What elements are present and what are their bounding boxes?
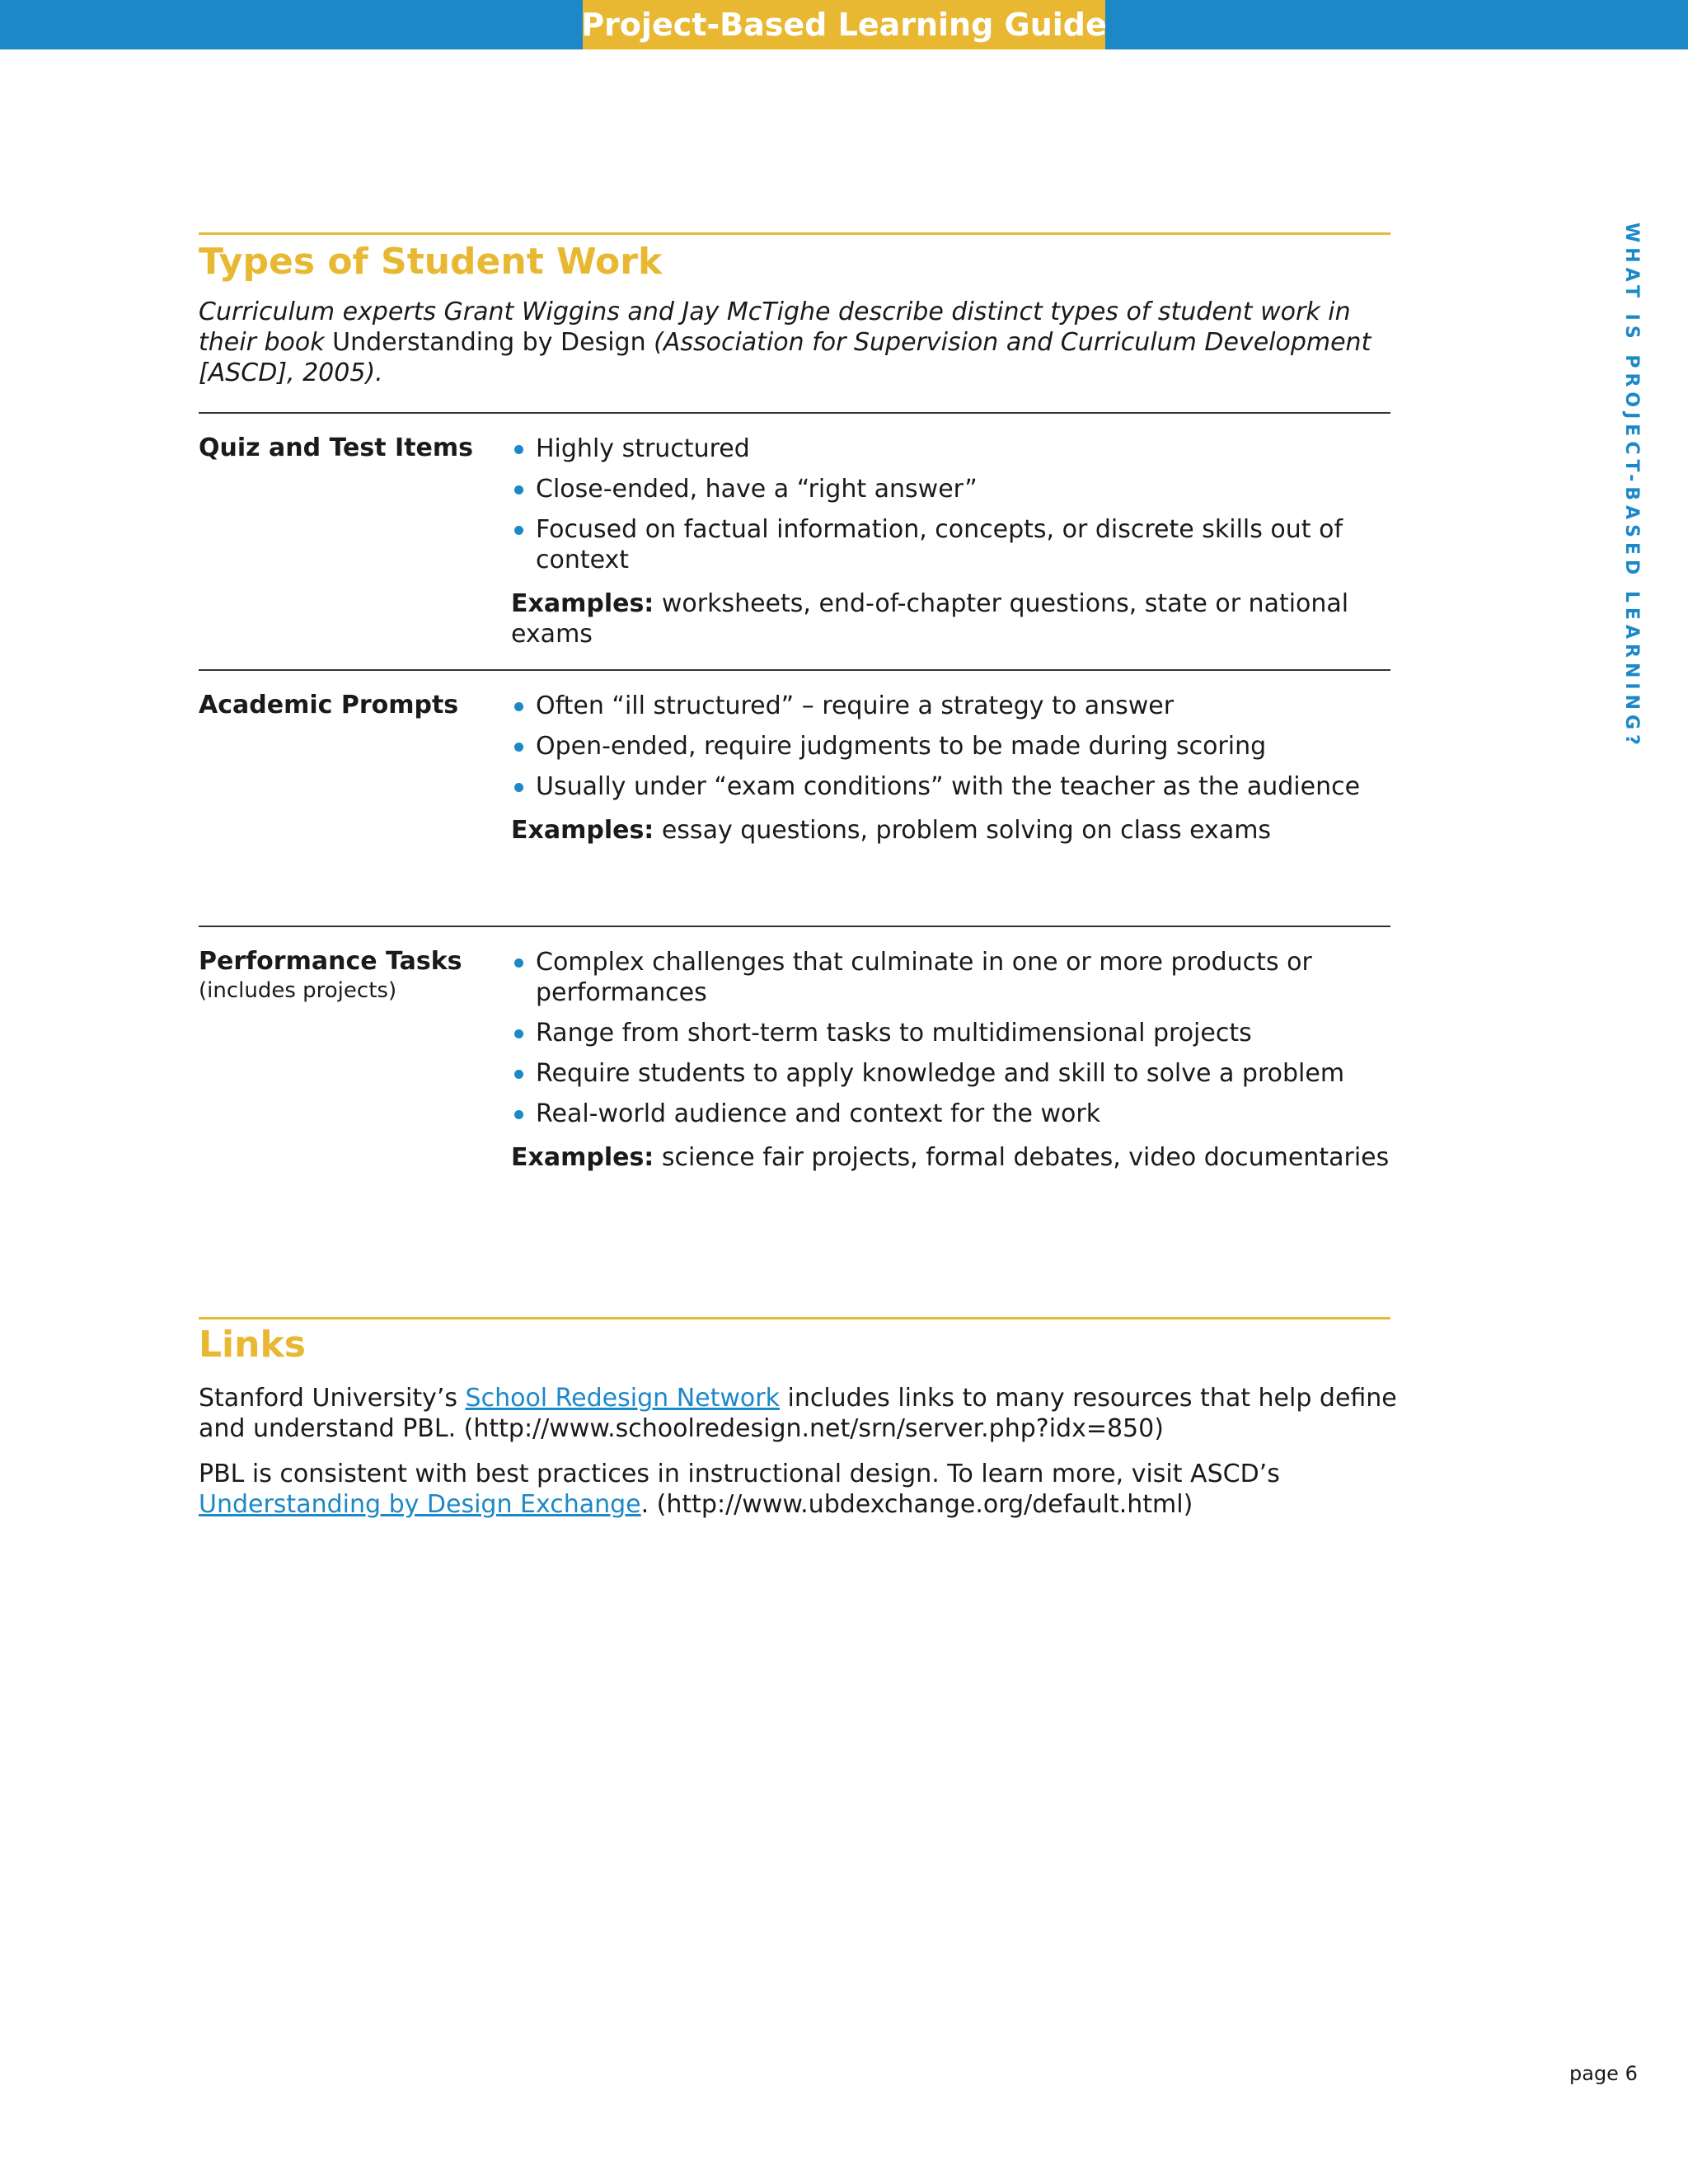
work-type-sublabel: (includes projects) — [199, 978, 397, 1003]
work-type-label — [199, 947, 495, 1005]
bullet-item: Focused on factual information, concepts, or discrete skills out of context — [511, 514, 1401, 575]
intro-paragraph — [199, 297, 1402, 388]
examples-label: Examples: — [511, 816, 654, 845]
bullet-item: Open-ended, require judgments to be made during scoring — [511, 731, 1401, 762]
work-type-title: Academic Prompts — [199, 691, 459, 719]
page-number: page 6 — [1569, 2062, 1638, 2085]
examples-text: science fair projects, formal debates, video documentaries — [654, 1143, 1390, 1172]
intro-text-2: (Association for Supervision and Curriculum Development [ASCD], 2005). — [199, 328, 1372, 387]
examples-line — [511, 588, 1401, 649]
links-paragraph-1 — [199, 1383, 1402, 1444]
bullet-item: Close-ended, have a “right answer” — [511, 474, 1401, 504]
bullet-list — [511, 691, 1401, 802]
row-divider — [199, 926, 1390, 927]
section-heading: Types of Student Work — [199, 241, 663, 283]
examples-label: Examples: — [511, 1143, 654, 1172]
work-type-title: Quiz and Test Items — [199, 434, 474, 462]
section-rule — [199, 232, 1390, 235]
links-text: PBL is consistent with best practices in instructional design. To learn more, visit ASCD’s — [199, 1460, 1280, 1488]
bullet-list — [511, 434, 1401, 575]
bullet-item: Complex challenges that culminate in one or more products or performances — [511, 947, 1401, 1008]
work-type-details — [511, 947, 1401, 1173]
links-text: includes links to many resources that help define and understand PBL. (http://www.schoolredesign.net/srn/server.php?idx=850) — [199, 1384, 1397, 1443]
work-type-label — [199, 434, 495, 463]
guide-title: Project-Based Learning Guide — [583, 0, 1105, 49]
examples-text: essay questions, problem solving on class exams — [654, 816, 1272, 845]
intro-text-1: Curriculum experts Grant Wiggins and Jay McTighe describe distinct types of student work in their book — [199, 298, 1351, 357]
links-rule — [199, 1317, 1390, 1319]
examples-text: worksheets, end-of-chapter questions, state or national exams — [511, 589, 1349, 649]
bullet-item: Often “ill structured” – require a strategy to answer — [511, 691, 1401, 721]
bullet-item: Highly structured — [511, 434, 1401, 464]
examples-label: Examples: — [511, 589, 654, 618]
section-side-label: WHAT IS PROJECT-BASED LEARNING? — [1621, 223, 1642, 750]
bullet-item: Require students to apply knowledge and skill to solve a problem — [511, 1058, 1401, 1089]
examples-line — [511, 815, 1401, 846]
school-redesign-network-link[interactable]: School Redesign Network — [465, 1384, 780, 1413]
bullet-item: Real-world audience and context for the work — [511, 1099, 1401, 1129]
work-type-details — [511, 691, 1401, 846]
examples-line — [511, 1142, 1401, 1173]
ubd-exchange-link[interactable]: Understanding by Design Exchange — [199, 1490, 641, 1519]
bullet-list — [511, 947, 1401, 1129]
row-divider — [199, 669, 1390, 671]
links-heading: Links — [199, 1324, 306, 1366]
work-type-title: Performance Tasks — [199, 947, 462, 976]
bullet-item: Range from short-term tasks to multidimensional projects — [511, 1018, 1401, 1048]
links-text: Stanford University’s — [199, 1384, 466, 1413]
book-title: Understanding by Design — [332, 328, 646, 357]
row-divider — [199, 412, 1390, 414]
bullet-item: Usually under “exam conditions” with the teacher as the audience — [511, 771, 1401, 802]
work-type-details — [511, 434, 1401, 649]
header-bar — [0, 0, 1688, 49]
links-text: . (http://www.ubdexchange.org/default.html) — [640, 1490, 1193, 1519]
links-paragraph-2 — [199, 1459, 1402, 1520]
work-type-label — [199, 691, 495, 720]
